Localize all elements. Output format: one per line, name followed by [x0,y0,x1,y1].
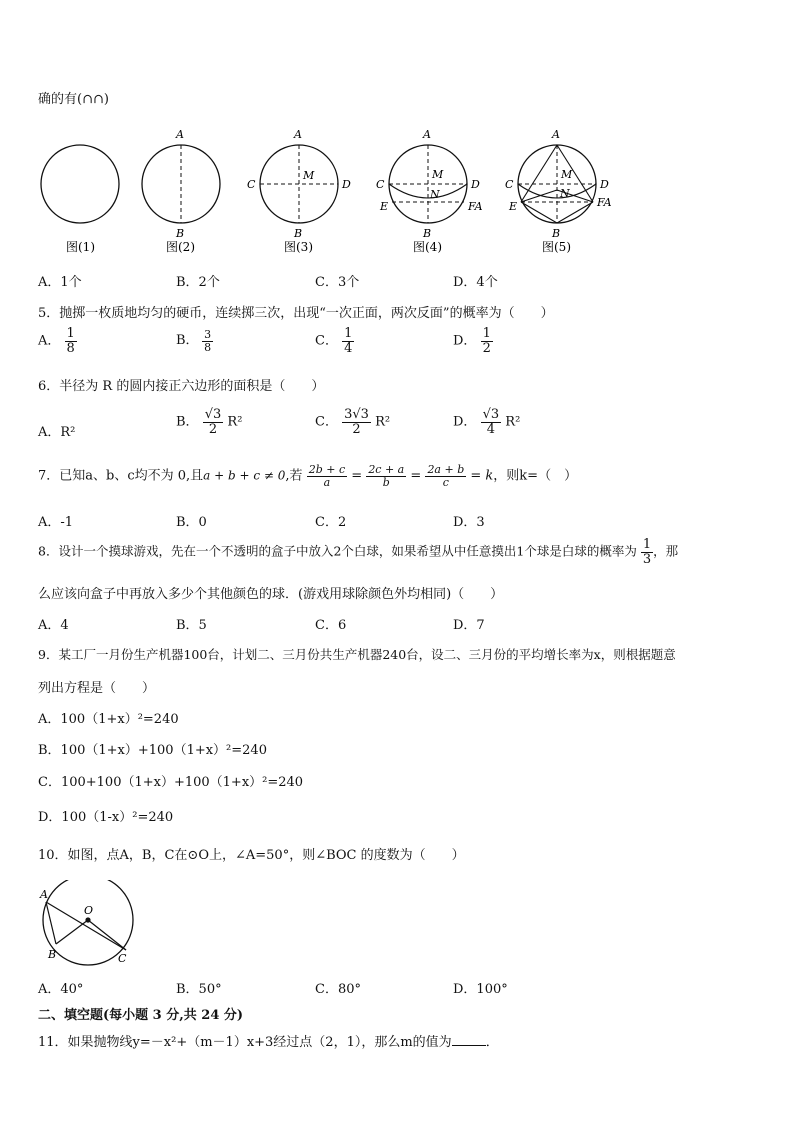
fig3-label-c: C [247,178,256,191]
q10-label-c: C [118,952,127,965]
q5-option-c [315,327,354,355]
fig4-label-c: C [376,178,385,191]
q5-option-b-fraction: $\frac{3}{8}$ [204,328,212,354]
fig1-circle [41,145,119,223]
q9-option-c: C．100+100（1+x）+100（1+x）²=240 [38,775,304,790]
q10-label-b: B [48,948,57,961]
fig4-label-a: A [423,128,431,141]
q7-fraction-1: $\frac{2b + c}{a}$ [308,463,346,489]
fig4-label-n: N [430,188,440,201]
q5-option-a-fraction: $\frac{1}{8}$ [66,326,75,356]
fig5-label-m: M [561,168,573,181]
q8-option-a: A．4 [38,618,69,633]
fig3-caption: 图(3) [284,240,313,254]
fig5-label-b: B [552,227,561,240]
q9-option-b: B．100（1+x）+100（1+x）²=240 [38,743,267,758]
q5-option-d-label: D． [453,333,477,349]
fig4-caption: 图(4) [413,240,442,254]
q7-condition: a + b + c ≠ 0 [203,468,286,483]
q6-option-d-fraction: $\frac{√3}{4}$ [482,407,500,437]
q4-figures [30,124,630,264]
fig4-label-e: E [380,200,389,213]
fig4-label-m: M [432,168,444,181]
fig2-label-a: A [176,128,184,141]
q7-option-d: D．3 [453,515,485,530]
q10-option-a: A．40° [38,982,84,997]
q10-option-d: D．100° [453,982,508,997]
fig5-line-ae [521,145,557,202]
q9-stem-line1: 9．某工厂一月份生产机器100台，计划二、三月份共生产机器240台，设二、三月份的平均增长率为x，则根据题意 [38,647,676,662]
q9-option-a: A．100（1+x）²=240 [38,712,179,727]
fig5-label-e: E [509,200,518,213]
q10-label-o: O [84,904,94,917]
q6-option-b-fraction: $\frac{√3}{2}$ [204,407,222,437]
q7-option-c: C．2 [315,515,347,530]
fig5-caption: 图(5) [542,240,571,254]
fig5-label-n: N [560,187,570,200]
q7-fraction-3: $\frac{2a + b}{c}$ [427,463,465,489]
q5-option-c-fraction: $\frac{1}{4}$ [344,326,353,356]
fig5-line-en [521,190,557,202]
q5-option-a [38,327,77,355]
fig4-label-b: B [423,227,432,240]
fig3-label-b: B [294,227,303,240]
q5-stem: 5．抛掷一枚质地均匀的硬币，连续掷三次，出现“一次正面，两次反面”的概率为（ ） [38,306,554,321]
q5-option-b-label: B． [176,333,199,349]
q4-option-c: C．3个 [315,275,360,290]
q6-option-d: D． $\frac{√3}{4}$ R² [453,407,521,437]
fig5-line-fb [557,202,593,223]
q8-option-c: C．6 [315,618,347,633]
fig4-label-d: D [471,178,480,191]
q8-stem-line1: 8．设计一个摸球游戏，先在一个不透明的盒子中放入2个白球，如果希望从中任意摸出1个球是白球的概率为 $\frac{1}{3}$ ，那 [38,537,679,567]
q5-option-d [453,327,493,355]
q4-option-b: B．2个 [176,275,220,290]
q9-stem-line2: 列出方程是（ ） [38,681,156,696]
q9-option-d: D．100（1-x）²=240 [38,810,174,825]
fig2-label-b: B [176,227,185,240]
q5-option-c-label: C． [315,333,338,349]
fig1-caption: 图(1) [66,240,95,254]
fig5-line-eb [521,202,557,223]
q11-answer-blank[interactable] [452,1035,486,1046]
q10-option-c: C．80° [315,982,361,997]
q10-option-b: B．50° [176,982,222,997]
fig3-label-m: M [303,169,315,182]
q6-stem: 6．半径为 R 的圆内接正六边形的面积是（ ） [38,379,325,394]
q10-line-ab [46,902,56,944]
q4-option-d: D．4个 [453,275,498,290]
fig5-label-a: A [552,128,560,141]
q4-option-a: A．1个 [38,275,82,290]
q11-stem: 11．如果抛物线y=－x²+（m－1）x+3经过点（2，1），那么m的值为 ． [38,1035,499,1050]
section-heading: 二、填空题(每小题 3 分,共 24 分) [38,1008,244,1023]
fig4-label-fa: FA [468,200,483,213]
q6-option-a: A．R² [38,425,76,440]
q5-option-a-label: A． [38,333,61,349]
q8-option-b: B．5 [176,618,207,633]
q8-option-d: D．7 [453,618,485,633]
q8-fraction: $\frac{1}{3}$ [642,537,652,567]
q10-line-oc [88,920,126,950]
q4-stem-tail: 确的有(∩∩) [38,92,109,107]
q8-stem-line2: 么应该向盒子中再放入多少个其他颜色的球．(游戏用球除颜色外均相同)（ ） [38,587,504,602]
q7-fraction-2: $\frac{2c + a}{b}$ [368,463,405,489]
q6-option-b: B． $\frac{√3}{2}$ R² [176,407,243,437]
q10-figure [36,880,146,968]
q5-option-b [176,329,213,353]
q10-line-bo [56,920,88,944]
q7-stem: 7．已知a、b、c均不为 0,且a + b + c ≠ 0,若 $\frac{2b + c}{a}$ = $\frac{2c + a}{b}$ = $\frac{2a + b}{c}$ = k，则k=（ ） [38,463,578,489]
fig5-label-c: C [505,178,514,191]
fig2-caption: 图(2) [166,240,195,254]
fig3-label-a: A [294,128,302,141]
q10-stem: 10．如图，点A，B，C在⊙O上，∠A=50°，则∠BOC 的度数为（ ） [38,848,465,863]
q5-option-d-fraction: $\frac{1}{2}$ [482,326,491,356]
q6-option-c: C． $\frac{3√3}{2}$ R² [315,407,391,437]
q10-center-dot [85,917,90,922]
q7-option-a: A．-1 [38,515,74,530]
fig5-label-d: D [600,178,609,191]
q6-option-c-fraction: $\frac{3√3}{2}$ [344,407,369,437]
q7-option-b: B．0 [176,515,207,530]
fig3-label-d: D [342,178,351,191]
fig5-label-fa: FA [597,196,612,209]
q10-label-a: A [40,888,48,901]
